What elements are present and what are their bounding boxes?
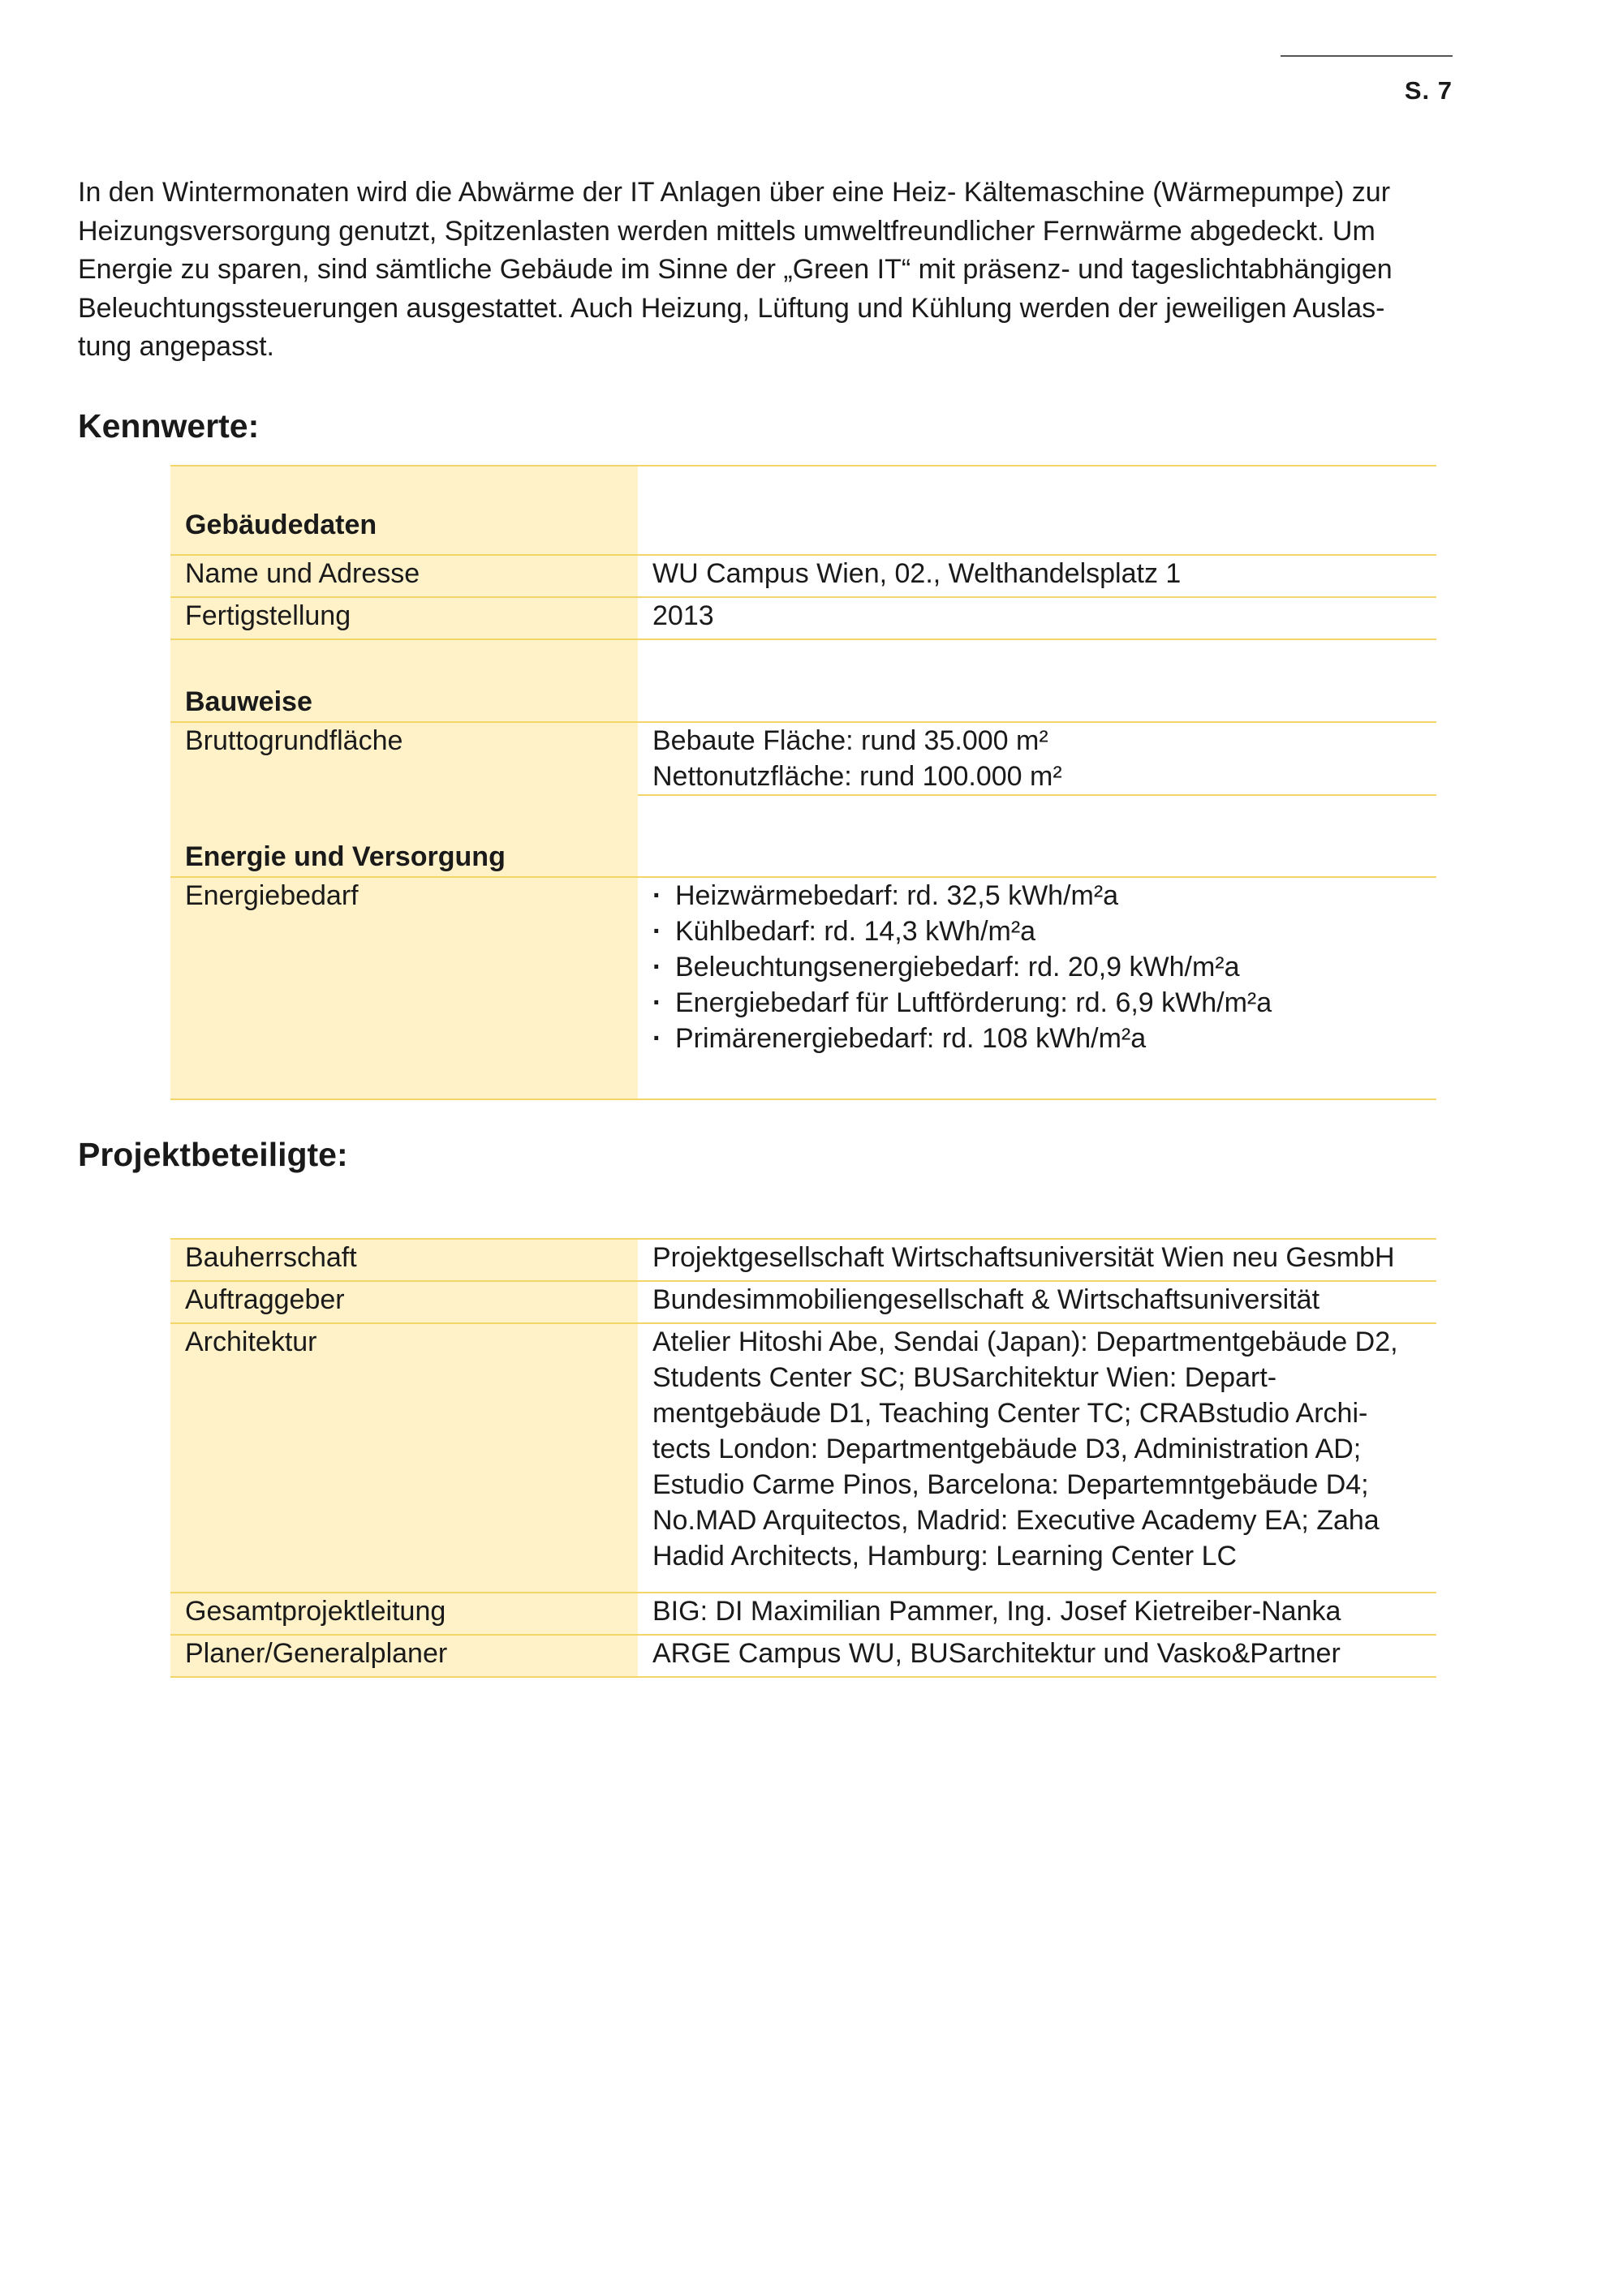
table-row	[170, 597, 1436, 639]
area-value: Bebaute Fläche: rund 35.000 m²	[652, 725, 1048, 756]
area-value: Nettonutzfläche: rund 100.000 m²	[652, 761, 1062, 792]
table-row	[170, 1593, 1436, 1635]
row-value	[638, 1323, 1436, 1593]
energy-list	[652, 878, 1428, 1056]
table-row	[170, 1323, 1436, 1593]
architect-line: Estudio Carme Pinos, Barcelona: Departemntgebäude D4;	[652, 1469, 1369, 1500]
list-item: · Kühlbedarf: rd. 14,3 kWh/m²a	[652, 914, 1428, 949]
architect-line: mentgebäude D1, Teaching Center TC; CRABstudio Archi-	[652, 1398, 1368, 1429]
intro-paragraph	[78, 174, 1457, 367]
list-item: · Beleuchtungsenergiebedarf: rd. 20,9 kWh/m²a	[652, 949, 1428, 985]
list-item: · Heizwärmebedarf: rd. 32,5 kWh/m²a	[652, 878, 1428, 914]
section-energie: Energie und Versorgung	[170, 795, 638, 877]
section-gebaeudedaten: Gebäudedaten	[170, 466, 638, 555]
kennwerte-table	[170, 465, 1436, 1100]
table-row	[170, 1281, 1436, 1323]
table-row	[170, 795, 1436, 877]
row-value: ARGE Campus WU, BUSarchitektur und Vasko&Partner	[638, 1635, 1436, 1677]
table-row	[170, 722, 1436, 795]
table-row	[170, 466, 1436, 555]
table-row	[170, 555, 1436, 597]
row-value: Bundesimmobiliengesellschaft & Wirtschaftsuniversität	[638, 1281, 1436, 1323]
intro-line: Heizungsversorgung genutzt, Spitzenlasten werden mittels umweltfreundlicher Fernwärme abgedeckt. Um	[78, 215, 1375, 247]
kennwerte-heading: Kennwerte:	[78, 407, 260, 445]
section-spacer	[638, 466, 1436, 555]
projektbeteiligte-heading: Projektbeteiligte:	[78, 1136, 348, 1173]
page-number: S. 7	[1404, 76, 1453, 105]
row-label: Gesamtprojektleitung	[170, 1593, 638, 1635]
list-item: · Energiebedarf für Luftförderung: rd. 6,9 kWh/m²a	[652, 985, 1428, 1021]
table-row	[170, 639, 1436, 722]
architect-line: Hadid Architects, Hamburg: Learning Center LC	[652, 1541, 1238, 1572]
row-value	[638, 722, 1436, 795]
list-item: · Primärenergiebedarf: rd. 108 kWh/m²a	[652, 1021, 1428, 1056]
architect-line: Atelier Hitoshi Abe, Sendai (Japan): Departmentgebäude D2,	[652, 1326, 1398, 1357]
section-bauweise: Bauweise	[170, 639, 638, 722]
section-spacer	[638, 795, 1436, 877]
row-value	[638, 877, 1436, 1099]
table-row	[170, 1635, 1436, 1677]
row-value: WU Campus Wien, 02., Welthandelsplatz 1	[638, 555, 1436, 597]
row-label: Architektur	[170, 1323, 638, 1593]
row-label: Bruttogrundfläche	[170, 722, 638, 795]
intro-line: tung angepasst.	[78, 331, 274, 362]
intro-line: Beleuchtungssteuerungen ausgestattet. Auch Heizung, Lüftung und Kühlung werden der jeweiligen Auslas-	[78, 292, 1385, 324]
intro-line: In den Wintermonaten wird die Abwärme der IT Anlagen über eine Heiz- Kältemaschine (Wärmepumpe) zur	[78, 177, 1391, 208]
row-value: 2013	[638, 597, 1436, 639]
row-value: BIG: DI Maximilian Pammer, Ing. Josef Kietreiber-Nanka	[638, 1593, 1436, 1635]
intro-line: Energie zu sparen, sind sämtliche Gebäude im Sinne der „Green IT“ mit präsenz- und tageslichtabhängigen	[78, 254, 1393, 285]
row-label: Planer/Generalplaner	[170, 1635, 638, 1677]
row-label: Energiebedarf	[170, 877, 638, 1099]
row-value: Projektgesellschaft Wirtschaftsuniversität Wien neu GesmbH	[638, 1239, 1436, 1281]
row-label: Bauherrschaft	[170, 1239, 638, 1281]
section-spacer	[638, 639, 1436, 722]
architect-line: No.MAD Arquitectos, Madrid: Executive Academy EA; Zaha	[652, 1505, 1380, 1536]
architect-line: Students Center SC; BUSarchitektur Wien: Depart-	[652, 1362, 1277, 1393]
row-label: Name und Adresse	[170, 555, 638, 597]
row-label: Auftraggeber	[170, 1281, 638, 1323]
table-row	[170, 877, 1436, 1099]
header-rule	[1281, 55, 1453, 57]
architect-line: tects London: Departmentgebäude D3, Administration AD;	[652, 1434, 1362, 1464]
table-row	[170, 1239, 1436, 1281]
projektbeteiligte-table	[170, 1238, 1436, 1678]
row-label: Fertigstellung	[170, 597, 638, 639]
